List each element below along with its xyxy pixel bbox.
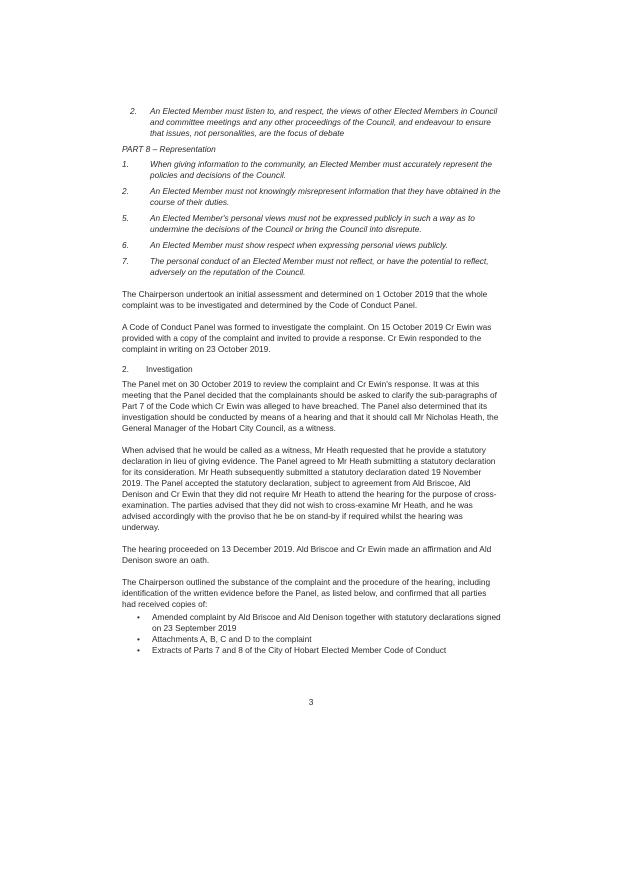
body-paragraph: The Panel met on 30 October 2019 to review the complaint and Cr Ewin's response. It was at this meeting that the Panel decided that the complainants should be asked to clarify the sub-paragraphs of Part 7 of the Code which Cr Ewin was alleged to have breached. The Panel also determined that its investigation should be conducted by means of a hearing and that it should call Mr Nicholas Heath, the General Manager of the Hobart City Council, as a witness.: [122, 379, 499, 433]
code-item-number: 5.: [122, 213, 129, 223]
code-item-text: An Elected Member must show respect when expressing personal views publicly.: [150, 240, 448, 250]
code-item: [122, 256, 502, 278]
page-number: 3: [308, 697, 314, 707]
code-item: [122, 213, 502, 235]
code-item-number: 2.: [130, 106, 137, 116]
list-item: [122, 645, 502, 656]
code-item: [122, 159, 502, 181]
section-number: 2.: [122, 364, 129, 374]
list-item-text: Amended complaint by Ald Briscoe and Ald Denison together with statutory declarations signed on 23 September 2019: [152, 612, 501, 633]
body-paragraph: The hearing proceeded on 13 December 2019. Ald Briscoe and Cr Ewin made an affirmation and Ald Denison swore an oath.: [122, 544, 492, 565]
body-paragraph: The Chairperson outlined the substance of the complaint and the procedure of the hearing, including identification of the written evidence before the Panel, as listed below, and confirmed that all parties had received copies of:: [122, 577, 491, 609]
section-title: Investigation: [146, 364, 193, 374]
section-heading: [122, 364, 502, 375]
list-item-text: Extracts of Parts 7 and 8 of the City of Hobart Elected Member Code of Conduct: [152, 645, 447, 655]
code-item-number: 7.: [122, 256, 129, 266]
code-item-text: An Elected Member must listen to, and respect, the views of other Elected Members in Council and committee meetings and any other proceedings of the Council, and endeavour to ensure that issues, not personalities, are the focus of debate: [150, 106, 498, 138]
code-item: [122, 186, 502, 208]
code-item-text: The personal conduct of an Elected Member must not reflect, or have the potential to reflect, adversely on the reputation of the Council.: [150, 256, 489, 277]
bullet-icon: •: [137, 634, 140, 644]
part-8-heading: PART 8 – Representation: [122, 144, 216, 154]
code-item-number: 2.: [122, 186, 129, 196]
list-item: [122, 612, 502, 634]
bullet-icon: •: [137, 645, 140, 655]
list-item-text: Attachments A, B, C and D to the complaint: [152, 634, 312, 644]
code-item-text: An Elected Member must not knowingly misrepresent information that they have obtained in the course of their duties.: [150, 186, 501, 207]
evidence-list: [122, 612, 502, 656]
code-item-text: An Elected Member's personal views must not be expressed publicly in such a way as to undermine the decisions of the Council or bring the Council into disrepute.: [150, 213, 475, 234]
code-item: [122, 240, 502, 251]
code-item-number: 1.: [122, 159, 129, 169]
page-content: [122, 106, 502, 656]
code-item-number: 6.: [122, 240, 129, 250]
list-item: [122, 634, 502, 645]
code-item: [122, 106, 502, 139]
body-paragraph: The Chairperson undertook an initial assessment and determined on 1 October 2019 that the whole complaint was to be investigated and determined by the Code of Conduct Panel.: [122, 289, 488, 310]
body-paragraph: A Code of Conduct Panel was formed to investigate the complaint. On 15 October 2019 Cr Ewin was provided with a copy of the complaint and invited to provide a response. Cr Ewin responded to the complaint in writing on 23 October 2019.: [122, 322, 492, 354]
body-paragraph: When advised that he would be called as a witness, Mr Heath requested that he provide a statutory declaration in lieu of giving evidence. The Panel agreed to Mr Heath submitting a statutory declaration for its consideration. Mr Heath subsequently submitted a statutory declaration dated 19 November 2019. The Panel accepted the statutory declaration, subject to agreement from Ald Briscoe, Ald Denison and Cr Ewin that they did not require Mr Heath to attend the hearing for the purpose of cross-examination. The parties advised that they did not wish to cross-examine Mr Heath, and he was advised accordingly with the proviso that he be on stand-by if required whilst the hearing was underway.: [122, 445, 497, 532]
code-item-text: When giving information to the community, an Elected Member must accurately represent the policies and decisions of the Council.: [150, 159, 493, 180]
bullet-icon: •: [137, 612, 140, 622]
